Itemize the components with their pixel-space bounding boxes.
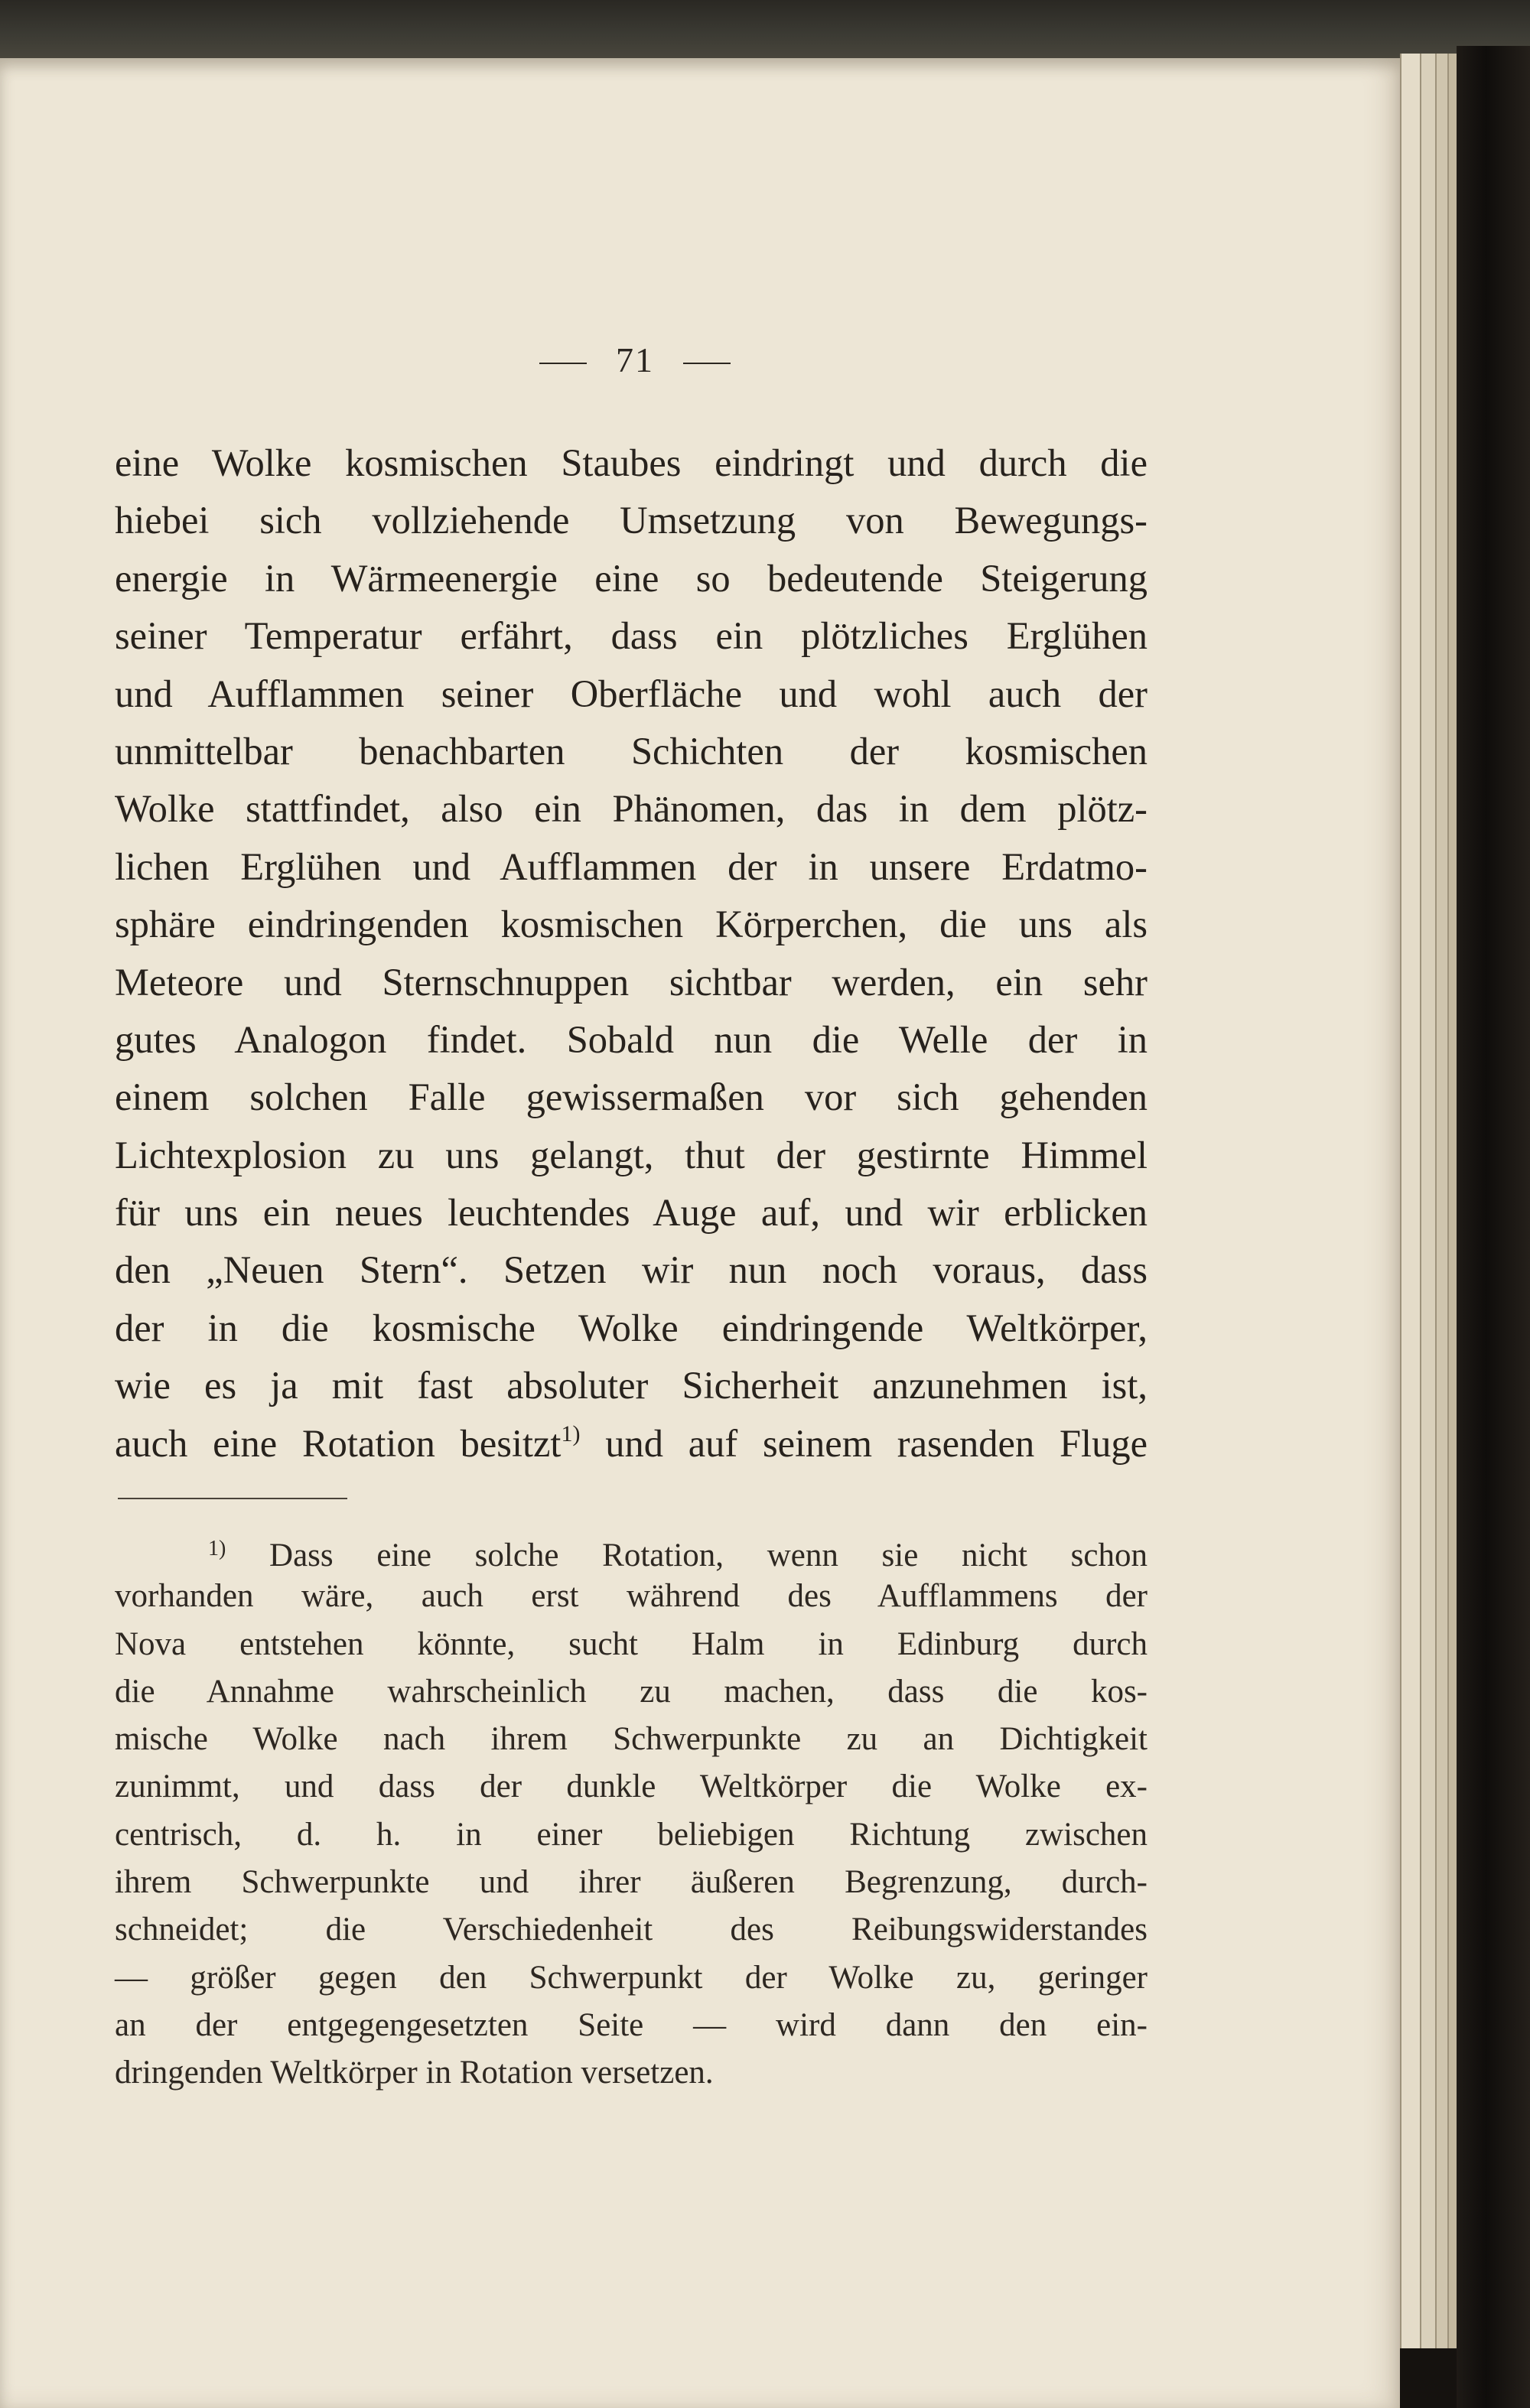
body-line: Meteore und Sternschnuppen sichtbar werden, ein sehr (115, 960, 1148, 1004)
body-line: Lichtexplosion zu uns gelangt, thut der gestirnte Himmel (115, 1133, 1148, 1176)
body-line: gutes Analogon findet. Sobald nun die Welle der in (115, 1017, 1148, 1061)
body-line: den „Neuen Stern“. Setzen wir nun noch voraus, dass (115, 1248, 1148, 1292)
page-header (0, 340, 1270, 380)
body-line: sphäre eindringenden kosmischen Körperchen, die uns als (115, 903, 1148, 946)
footnote-line: zunimmt, und dass der dunkle Weltkörper die Wolke ex- (115, 1769, 1148, 1805)
body-line: für uns ein neues leuchtendes Auge auf, und wir erblicken (115, 1191, 1148, 1235)
page-edge (1435, 54, 1447, 2348)
footnote-line: an der entgegengesetzten Seite — wird dann den ein- (115, 2006, 1148, 2043)
footnote-line: centrisch, d. h. in einer beliebigen Richtung zwischen (115, 1816, 1148, 1853)
book-top-edge (0, 0, 1530, 61)
body-line: energie in Wärmeenergie eine so bedeutende Steigerung (115, 556, 1148, 600)
body-line: wie es ja mit fast absoluter Sicherheit anzunehmen ist, (115, 1364, 1148, 1407)
footnote-line: vorhanden wäre, auch erst während des Aufflammens der (115, 1578, 1148, 1615)
page-number: 71 (616, 340, 654, 379)
body-line (115, 1415, 1148, 1472)
footnote-reference: 1) (561, 1420, 581, 1446)
book-cover-edge (1457, 46, 1530, 2408)
footnote-line: dringenden Weltkörper in Rotation versetzen. (115, 2055, 714, 2091)
book-page (0, 58, 1400, 2408)
footnote-line: schneidet; die Verschiedenheit des Reibungswiderstandes (115, 1912, 1148, 1948)
body-line-text: auch eine Rotation besitzt (115, 1421, 562, 1465)
body-line: seiner Temperatur erfährt, dass ein plötzliches Erglühen (115, 614, 1148, 658)
body-line: lichen Erglühen und Aufflammen der in unsere Erdatmo- (115, 844, 1148, 888)
footnote-line: mische Wolke nach ihrem Schwerpunkte zu an Dichtigkeit (115, 1721, 1148, 1758)
body-line: der in die kosmische Wolke eindringende Weltkörper, (115, 1306, 1148, 1349)
body-line: und Aufflammen seiner Oberfläche und wohl auch der (115, 672, 1148, 715)
body-line: Wolke stattfindet, also ein Phänomen, das in dem plötz- (115, 787, 1148, 831)
body-line: eine Wolke kosmischen Staubes eindringt und durch die (115, 441, 1148, 484)
body-line: hiebei sich vollziehende Umsetzung von Bewegungs- (115, 499, 1148, 542)
footnote-line: — größer gegen den Schwerpunkt der Wolke zu, geringer (115, 1959, 1148, 1996)
body-line: unmittelbar benachbarten Schichten der kosmischen (115, 729, 1148, 773)
footnote (115, 1525, 1148, 2097)
body-line: einem solchen Falle gewissermaßen vor sich gehenden (115, 1075, 1148, 1119)
footnote-line: ihrem Schwerpunkte und ihrer äußeren Begrenzung, durch- (115, 1864, 1148, 1901)
footnote-marker: 1) (208, 1537, 226, 1560)
body-text (115, 434, 1148, 1472)
footnote-line (115, 1525, 1148, 1573)
page-edge (1400, 54, 1420, 2348)
footnote-line-text: Dass eine solche Rotation, wenn sie nicht schon (269, 1538, 1148, 1573)
footnote-rule (118, 1498, 347, 1499)
footnote-line: die Annahme wahrscheinlich zu machen, dass die kos- (115, 1673, 1148, 1710)
page-edge (1447, 54, 1457, 2348)
footnote-line: Nova entstehen könnte, sucht Halm in Edinburg durch (115, 1625, 1148, 1662)
page-edge (1420, 54, 1435, 2348)
header-dash-right (683, 363, 731, 364)
body-line-text: und auf seinem rasenden Fluge (580, 1421, 1148, 1465)
header-dash-left (539, 363, 587, 364)
